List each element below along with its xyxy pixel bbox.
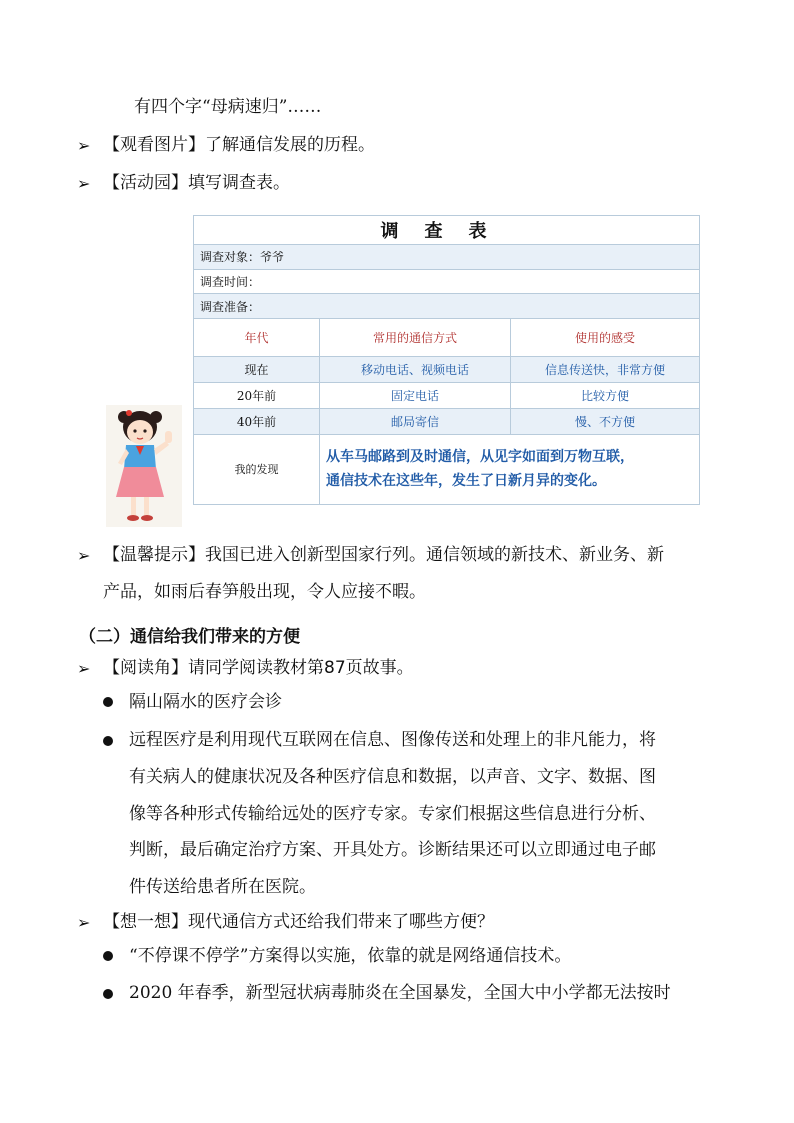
- table-cell: 40年前: [194, 408, 320, 434]
- item-tag: 【活动园】: [103, 173, 188, 193]
- reading-bullet-1: 隔山隔水的医疗会诊: [129, 692, 282, 712]
- survey-table: [193, 215, 700, 505]
- table-cell: 现在: [194, 357, 320, 383]
- item-look-pictures: [103, 134, 375, 156]
- bullet-dot-icon: [103, 989, 113, 999]
- header-feeling: 使用的感受: [511, 319, 700, 357]
- item-tag: 【观看图片】: [103, 135, 205, 155]
- reading-paragraph-line: 件传送给患者所在医院。: [129, 877, 316, 897]
- item-reading: [103, 657, 414, 679]
- item-tag: 【阅读角】: [103, 658, 188, 678]
- finding-label: 我的发现: [194, 434, 320, 504]
- intro-line: 有四个字“母病速归”……: [134, 97, 322, 117]
- reading-paragraph-line: 远程医疗是利用现代互联网在信息、图像传送和处理上的非凡能力，将: [129, 730, 656, 750]
- bullet-dot-icon: [103, 697, 113, 707]
- girl-illustration: [106, 405, 182, 527]
- item-text: 填写调查表。: [188, 173, 290, 193]
- arrow-bullet-icon: ➢: [77, 913, 91, 932]
- arrow-bullet-icon: ➢: [77, 546, 91, 565]
- survey-title: 调查表: [194, 216, 700, 245]
- arrow-bullet-icon: ➢: [77, 136, 91, 155]
- bullet-dot-icon: [103, 951, 113, 961]
- item-text: 现代通信方式还给我们带来了哪些方便？: [188, 912, 494, 932]
- item-text: 了解通信发展的历程。: [205, 135, 375, 155]
- survey-subject: 调查对象：爷爷: [194, 244, 700, 269]
- item-text: 请同学阅读教材第87页故事。: [188, 658, 414, 678]
- item-activity: [103, 172, 290, 194]
- reading-paragraph-line: 有关病人的健康状况及各种医疗信息和数据，以声音、文字、数据、图: [129, 767, 656, 787]
- item-tip-continued: 产品，如雨后春笋般出现，令人应接不暇。: [103, 582, 426, 602]
- bullet-dot-icon: [103, 736, 113, 746]
- survey-time: 调查时间：: [194, 269, 700, 294]
- reading-paragraph-line: 判断，最后确定治疗方案、开具处方。诊断结果还可以立即通过电子邮: [129, 840, 656, 860]
- header-era: 年代: [194, 319, 320, 357]
- think-bullet-1: “不停课不停学”方案得以实施，依靠的就是网络通信技术。: [129, 946, 572, 966]
- finding-text: [320, 434, 700, 504]
- item-tag: 【想一想】: [103, 912, 188, 932]
- item-tip: [103, 544, 664, 566]
- arrow-bullet-icon: ➢: [77, 659, 91, 678]
- table-cell: 信息传送快，非常方便: [511, 357, 700, 383]
- arrow-bullet-icon: ➢: [77, 174, 91, 193]
- section-title: （二）通信给我们带来的方便: [79, 627, 300, 647]
- finding-line: 通信技术在这些年，发生了日新月异的变化。: [326, 473, 606, 490]
- item-tag: 【温馨提示】: [103, 545, 205, 565]
- table-cell: 固定电话: [320, 383, 511, 409]
- item-think: [103, 911, 494, 933]
- item-text: 我国已进入创新型国家行列。通信领域的新技术、新业务、新: [205, 545, 664, 565]
- header-method: 常用的通信方式: [320, 319, 511, 357]
- finding-line: 从车马邮路到及时通信，从见字如面到万物互联，: [326, 449, 634, 466]
- table-cell: 移动电话、视频电话: [320, 357, 511, 383]
- table-cell: 邮局寄信: [320, 408, 511, 434]
- think-bullet-2: 2020 年春季，新型冠状病毒肺炎在全国暴发，全国大中小学都无法按时: [129, 983, 671, 1003]
- table-cell: 比较方便: [511, 383, 700, 409]
- reading-paragraph-line: 像等各种形式传输给远处的医疗专家。专家们根据这些信息进行分析、: [129, 804, 656, 824]
- table-cell: 20年前: [194, 383, 320, 409]
- survey-prep: 调查准备：: [194, 294, 700, 319]
- table-cell: 慢、不方便: [511, 408, 700, 434]
